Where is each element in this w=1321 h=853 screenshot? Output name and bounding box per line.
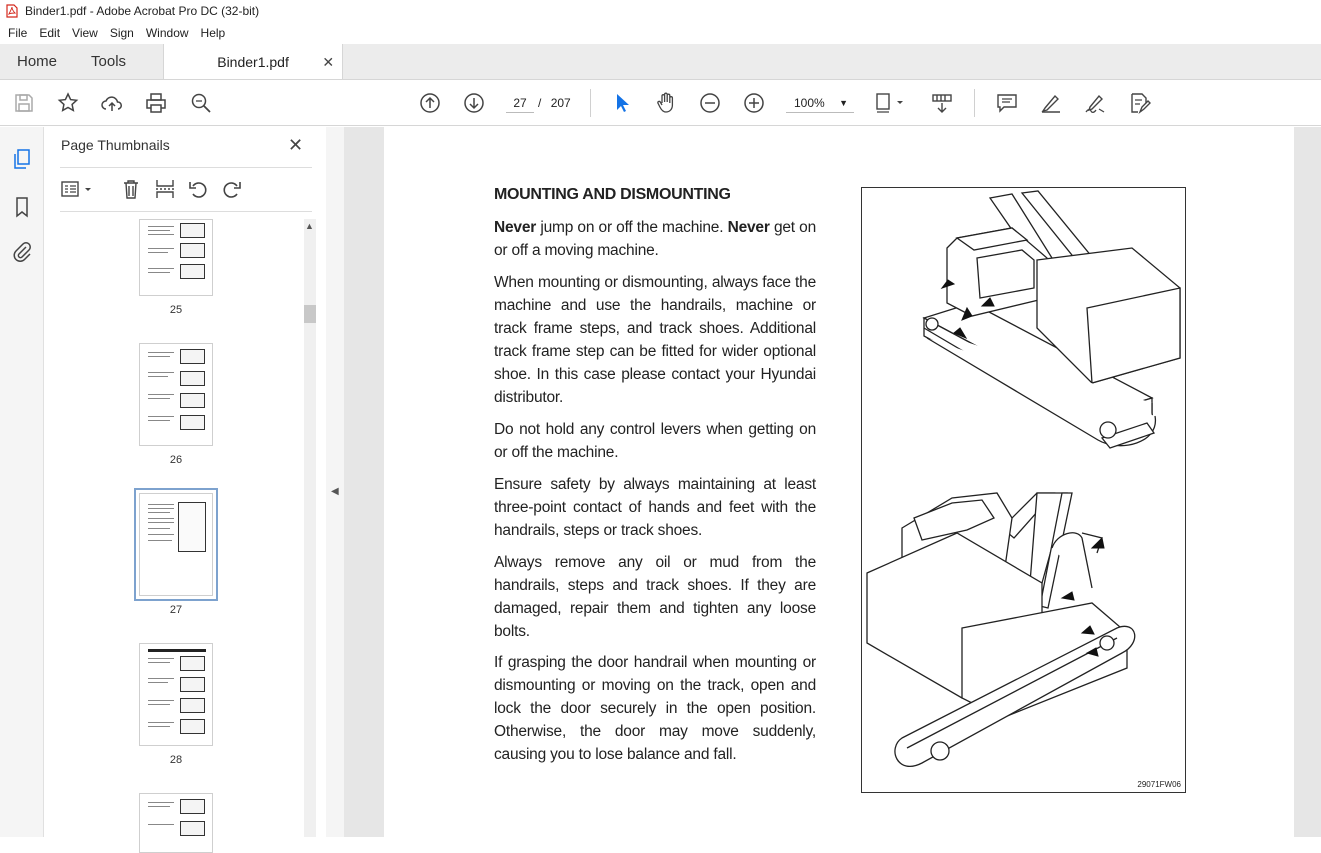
zoom-out-icon[interactable]	[698, 91, 722, 115]
upload-cloud-icon[interactable]	[100, 91, 124, 115]
page-count	[538, 93, 571, 113]
paragraph: Do not hold any control levers when getting on or off the machine.	[494, 421, 816, 461]
paragraph: When mounting or dismounting, always face the machine and use the handrails, machine or track frame steps, and track shoes. Additional track frame step can be fitted for wider optional shoe. In this case please contact your Hyundai distributor.	[494, 274, 816, 406]
rotate-left-icon[interactable]	[187, 178, 209, 200]
page-thumbnail[interactable]	[139, 793, 213, 853]
section-heading: MOUNTING AND DISMOUNTING	[494, 186, 731, 203]
menu-sign[interactable]: Sign	[109, 26, 134, 40]
page-thumbnail-selected[interactable]	[139, 493, 213, 596]
collapse-arrow-icon[interactable]: ◀	[331, 486, 339, 497]
figure-code: 29071FW06	[1137, 780, 1181, 789]
pdf-page	[384, 127, 1294, 837]
scrollbar-thumb[interactable]	[304, 305, 316, 323]
paragraph	[494, 216, 816, 262]
attachments-icon[interactable]	[10, 240, 34, 264]
paragraph: Always remove any oil or mud from the handrails, steps and track shoes. If they are damaged, repair them and tighten any loose bolts.	[494, 554, 816, 640]
panel-title: Page Thumbnails	[61, 137, 170, 153]
paragraph-text: jump on or off the machine.	[536, 219, 728, 236]
page-thumbnails-panel	[44, 127, 326, 837]
zoom-in-icon[interactable]	[742, 91, 766, 115]
tab-bar	[0, 44, 1321, 80]
search-zoom-icon[interactable]	[189, 91, 213, 115]
thumbnail-page-number: 27	[169, 604, 183, 616]
close-panel-icon[interactable]: ✕	[288, 135, 304, 155]
comment-icon[interactable]	[995, 91, 1019, 115]
tab-tools[interactable]: Tools	[91, 53, 127, 70]
excavator-illustration	[861, 187, 1186, 793]
previous-page-icon[interactable]	[418, 91, 442, 115]
edit-pdf-icon[interactable]	[1127, 91, 1151, 115]
viewer-right-gutter	[1294, 127, 1321, 837]
tab-document[interactable]	[163, 44, 343, 79]
thumbnail-page-number: 25	[169, 304, 183, 316]
hand-tool-icon[interactable]	[654, 91, 678, 115]
scroll-up-icon[interactable]: ▲	[305, 221, 314, 231]
thumbnail-page-number: 26	[169, 454, 183, 466]
menu-window[interactable]: Window	[145, 26, 189, 40]
scroll-mode-icon[interactable]	[930, 91, 954, 115]
page-thumbnails-icon[interactable]	[10, 147, 34, 171]
document-viewer	[344, 127, 1321, 837]
paragraph: If grasping the door handrail when mounting or dismounting or moving on the track, open and lock the door securely in the open position. Otherwise, the door may move suddenly, causing you to lose balance and fall.	[494, 654, 816, 763]
save-icon[interactable]	[12, 91, 36, 115]
zoom-level-select[interactable]	[786, 93, 854, 113]
paragraph-text: get on or off a moving machine.	[494, 219, 816, 259]
thumbnail-scrollbar[interactable]	[304, 219, 316, 837]
panel-divider	[60, 167, 312, 168]
next-page-icon[interactable]	[462, 91, 486, 115]
bookmarks-icon[interactable]	[10, 195, 34, 219]
page-thumbnail[interactable]	[139, 343, 213, 446]
paragraph: Ensure safety by always maintaining at least three-point contact of hands and feet with the handrails, steps or track shoes.	[494, 476, 816, 539]
extract-pages-icon[interactable]	[154, 178, 176, 200]
page-fit-icon[interactable]	[874, 91, 898, 115]
menu-bar	[0, 22, 1321, 44]
page-thumbnail[interactable]	[139, 643, 213, 746]
excavator-drawing	[862, 188, 1185, 792]
page-number-input[interactable]: 27	[506, 93, 534, 113]
chevron-down-icon: ▼	[839, 98, 848, 108]
panel-collapse-strip[interactable]	[326, 127, 344, 837]
tab-document-label: Binder1.pdf	[217, 53, 289, 70]
menu-edit[interactable]: Edit	[39, 26, 61, 40]
rotate-right-icon[interactable]	[221, 178, 243, 200]
bookmark-star-icon[interactable]	[56, 91, 80, 115]
total-pages: 207	[550, 96, 571, 110]
highlight-pen-icon[interactable]	[1039, 91, 1063, 115]
draw-sign-icon[interactable]	[1083, 91, 1107, 115]
thumbnail-options-icon[interactable]	[60, 178, 96, 200]
emphasis-never: Never	[727, 219, 770, 236]
zoom-level-value: 100%	[794, 96, 825, 110]
acrobat-pdf-icon	[5, 4, 19, 18]
menu-help[interactable]: Help	[200, 26, 226, 40]
navigation-rail	[0, 127, 44, 837]
toolbar-divider	[974, 89, 975, 117]
menu-file[interactable]: File	[8, 26, 28, 40]
delete-page-icon[interactable]	[120, 178, 142, 200]
title-bar	[0, 0, 1321, 22]
toolbar-divider	[590, 89, 591, 117]
emphasis-never: Never	[494, 219, 537, 236]
page-thumbnail[interactable]	[139, 219, 213, 296]
window-title: Binder1.pdf - Adobe Acrobat Pro DC (32-bit)	[25, 4, 260, 18]
print-icon[interactable]	[144, 91, 168, 115]
page-separator: /	[538, 96, 542, 110]
select-cursor-icon[interactable]	[610, 91, 634, 115]
close-tab-icon[interactable]: ✕	[322, 54, 335, 70]
panel-divider	[60, 211, 312, 212]
tab-home[interactable]: Home	[17, 53, 58, 70]
menu-view[interactable]: View	[72, 26, 98, 40]
toolbar	[0, 80, 1321, 126]
thumbnail-page-number: 28	[169, 754, 183, 766]
